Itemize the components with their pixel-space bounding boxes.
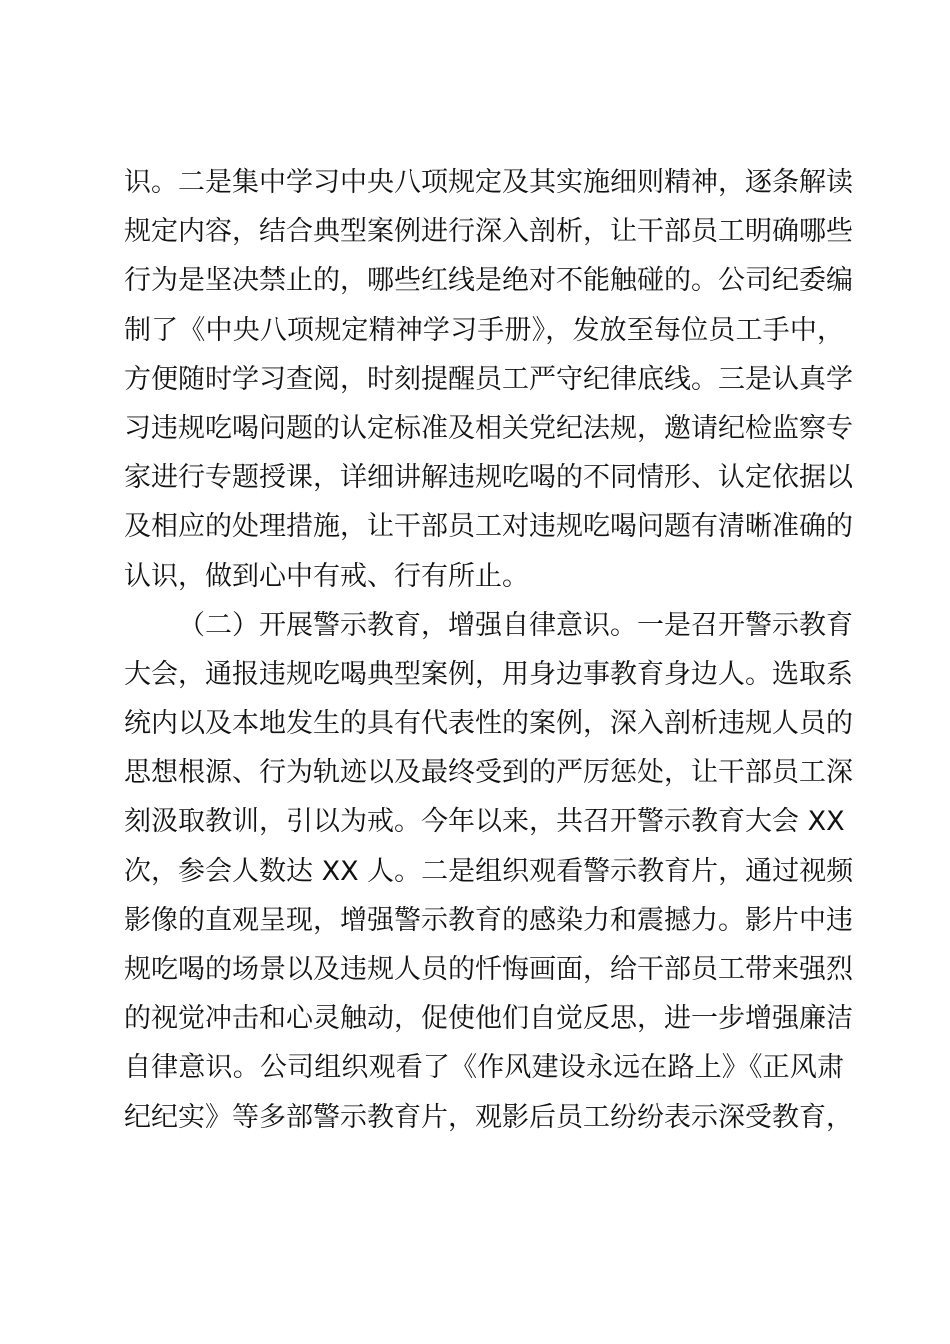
text-line: 行为是坚决禁止的，哪些红线是绝对不能触碰的。公司纪委编 [124, 265, 853, 297]
text-line: 次，参会人数达 XX 人。二是组织观看警示教育片，通过视频 [124, 855, 854, 887]
text-line: 统内以及本地发生的具有代表性的案例，深入剖析违规人员的 [124, 708, 853, 740]
body-text [124, 158, 854, 1142]
text-line: 思想根源、行为轨迹以及最终受到的严厉惩处，让干部员工深 [124, 757, 853, 789]
text-line: 规定内容，结合典型案例进行深入剖析，让干部员工明确哪些 [124, 216, 853, 248]
text-line: 家进行专题授课，详细讲解违规吃喝的不同情形、认定依据以 [124, 462, 853, 494]
text-line: 纪纪实》等多部警示教育片，观影后员工纷纷表示深受教育， [124, 1101, 853, 1133]
text-line: 识。二是集中学习中央八项规定及其实施细则精神，逐条解读 [124, 167, 853, 198]
text-line: 规吃喝的场景以及违规人员的忏悔画面，给干部员工带来强烈 [124, 954, 853, 985]
text-line: 影像的直观呈现，增强警示教育的感染力和震撼力。影片中违 [124, 904, 853, 936]
text-line: 大会，通报违规吃喝典型案例，用身边事教育身边人。选取系 [124, 658, 853, 690]
text-line: 习违规吃喝问题的认定标准及相关党纪法规，邀请纪检监察专 [124, 412, 853, 444]
paragraph-end-line: 认识，做到心中有戒、行有所止。 [124, 560, 529, 592]
text-line: 方便随时学习查阅，时刻提醒员工严守纪律底线。三是认真学 [124, 363, 853, 395]
section-heading-line: （二）开展警示教育，增强自律意识。一是召开警示教育 [178, 609, 853, 641]
text-line: 的视觉冲击和心灵触动，促使他们自觉反思，进一步增强廉洁 [124, 1003, 853, 1035]
text-line: 刻汲取教训，引以为戒。今年以来，共召开警示教育大会 XX [124, 806, 845, 838]
text-line: 及相应的处理措施，让干部员工对违规吃喝问题有清晰准确的 [124, 511, 853, 543]
text-line: 自律意识。公司组织观看了《作风建设永远在路上》《正风肃 [124, 1052, 844, 1084]
text-line: 制了《中央八项规定精神学习手册》，发放至每位员工手中， [124, 314, 844, 346]
